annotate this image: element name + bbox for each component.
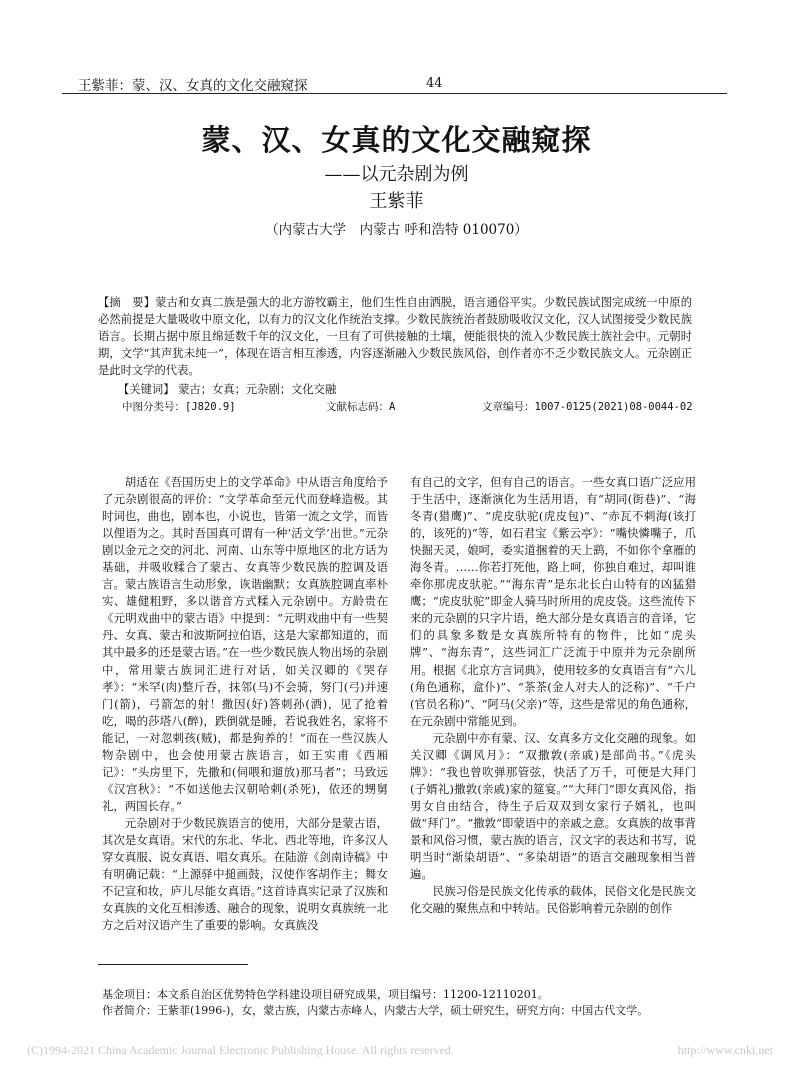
running-title: 王紫菲：蒙、汉、女真的文化交融窥探 xyxy=(78,78,308,94)
author-bio: 作者简介：王紫菲(1996-)，女，蒙古族，内蒙古赤峰人，内蒙古大学，硕士研究生，研究方向：中国古代文学。 xyxy=(102,1004,649,1017)
keywords-label: 【关键词】 xyxy=(118,383,175,396)
abstract xyxy=(98,294,692,379)
document-code: 文献标志码：A xyxy=(326,401,396,413)
footnote-divider xyxy=(98,964,248,965)
body-column-right xyxy=(410,474,696,917)
article-number: 文章编号：1007-0125(2021)08-0044-02 xyxy=(482,401,693,413)
abstract-label: 【摘 要】 xyxy=(98,296,156,309)
body-paragraph: 有自己的文字，但有自己的语言。一些女真口语广泛应用于生活中，逐渐演化为生活用语，有“胡同(街巷)”、“海冬青(猎鹰)”、“虎皮驮驼(虎皮包)”、“赤瓦不剌海(该打的，该死的)”等，如石君宝《紫云亭》：“嘴快憐嘴子，爪快掘天灵，娘呵，委实道捆着的天上鹞，不如你个拿雁的海冬青。……你若打死他，路上呵，你独自难过，却叫谁牵你那虎皮驮驼。”“海东青”是东北长白山特有的凶猛猎鹰；“虎皮驮驼”即金人骑马时所用的虎皮袋。这些流传下来的元杂剧的只字片语，绝大部分是女真语言的音译，它们的具象多数是女真族所特有的物件，比如“虎头牌”、“海东青”，这些词汇广泛流于中原并为元杂剧所用。根据《北京方言词典》，使用较多的女真语言有“六儿(角色通称，盒仆)”、“茶茶(金人对夫人的泛称)”、“千户(官员名称)”、“阿马(父亲)”等，这些是常见的角色通称，在元杂剧中常能见到。 xyxy=(410,475,696,728)
header-divider xyxy=(62,93,727,94)
keywords xyxy=(118,381,336,397)
body-paragraph: 民族习俗是民族文化传承的载体，民俗文化是民族文化交融的聚焦点和中转站。民俗影响着元杂剧的创作 xyxy=(410,884,696,916)
body-paragraph: 元杂剧中亦有蒙、汉、女真多方文化交融的现象。如关汉卿《调风月》：“双撒敦(亲戚)是部尚书。”《虎头牌》：“我也曾吹弹那管弦，快活了万千，可便是大拜门(子婿礼)撒敦(亲戚)家的筵宴。”“大拜门”即女真风俗，指男女自由结合，待生子后双双到女家行子婿礼，也叫做“拜门”。“撒敦”即蒙语中的亲戚之意。女真族的故事背景和风俗习惯，蒙古族的语言，汉文字的表达和书写，说明当时“渐染胡语”、“多染胡语”的语言交融现象相当普遍。 xyxy=(410,730,696,882)
keywords-text: 蒙古；女真；元杂剧；文化交融 xyxy=(178,383,337,396)
clc-number: 中图分类号：[J820.9] xyxy=(122,401,236,413)
body-paragraph: 胡适在《吾国历史上的文学革命》中从语言角度给予了元杂剧很高的评价：“文学革命至元代而登峰造极。其时词也，曲也，剧本也，小说也，皆第一流之文学，而皆以俚语为之。其时吾国真可谓有一种‘活文学’出世。”元杂剧以金元之交的河北、河南、山东等中原地区的北方话为基础，并吸收糅合了蒙古、女真等少数民族的腔调及语言。蒙古族语言生动形象，诙谐幽默；女真族腔调直率朴实、雄健粗野，多以谐音方式糅入元杂剧中。方龄贵在《元明戏曲中的蒙古语》中提到：“元明戏曲中有一些契丹、女真、蒙古和波斯阿拉伯语，这是大家都知道的，而其中最多的还是蒙古语。”在一些少数民族人物出场的杂剧中，常用蒙古族词汇进行对话，如关汉卿的《哭存孝》：“米罕(肉)整斤吞，抹邻(马)不会骑，努门(弓)并速门(箭)，弓箭怎的射！撒因(好)答刺孙(酒)，见了抢着吃，喝的莎塔八(醉)，跌倒就是睡，若说我姓名，家将不能记，一对忽剌孩(贼)，都是狗养的！”而在一些汉族人物杂剧中，也会使用蒙古族语言，如王实甫《西厢记》：“头房里下，先撒和(伺喂和遛放)那马者”；马致远《汉宫秋》：“不如送他去汉朝哈剌(杀死)，依还的甥舅礼，两国长存。” xyxy=(102,475,388,813)
article-subtitle: ——以元杂剧为例 xyxy=(324,164,469,185)
page-number: 44 xyxy=(426,76,443,91)
abstract-text: 蒙古和女真二族是强大的北方游牧霸主，他们生性自由洒脱，语言通俗平实。少数民族试图完成统一中原的必然前提是大量吸收中原文化，以有力的汉文化作统治支撑。少数民族统治者鼓励吸收汉文化，汉人试图接受少数民族语言。长期占据中原且绵延数千年的汉文化，一旦有了可供接触的土壤，便能很快的流入少数民族士族社会中。元朝时期，文学“其声犹未纯一”，体现在语言相互渗透，内容逐渐融入少数民族风俗，创作者亦不乏少数民族文人。元杂剧正是此时文学的代表。 xyxy=(98,296,692,377)
author-affiliation: （内蒙古大学 内蒙古 呼和浩特 010070） xyxy=(265,222,528,238)
copyright-text: (C)1994-2021 China Academic Journal Electronic Publishing House. All rights reserved. xyxy=(27,1043,454,1057)
body-column-left xyxy=(102,474,388,934)
cnki-url: http://www.cnki.net xyxy=(677,1043,773,1057)
article-author: 王紫菲 xyxy=(369,191,424,212)
article-title: 蒙、汉、女真的文化交融窥探 xyxy=(201,123,592,157)
body-paragraph: 元杂剧对于少数民族语言的使用，大部分是蒙古语，其次是女真语。宋代的东北、华北、西北等地，许多汉人穿女真服、说女真语、唱女真乐。在陆游《剑南诗稿》中有明确记载：“上源驿中搥画鼓，汉使作客胡作主；舞女不记宣和妆，庐儿尽能女真语。”这首诗真实记录了汉族和女真族的文化互相渗透、融合的现象，说明女真族统一北方之后对汉语产生了重要的影响。女真族没 xyxy=(102,815,388,933)
funding-note: 基金项目：本文系自治区优势特色学科建设项目研究成果，项目编号：11200-12110201。 xyxy=(102,988,549,1001)
